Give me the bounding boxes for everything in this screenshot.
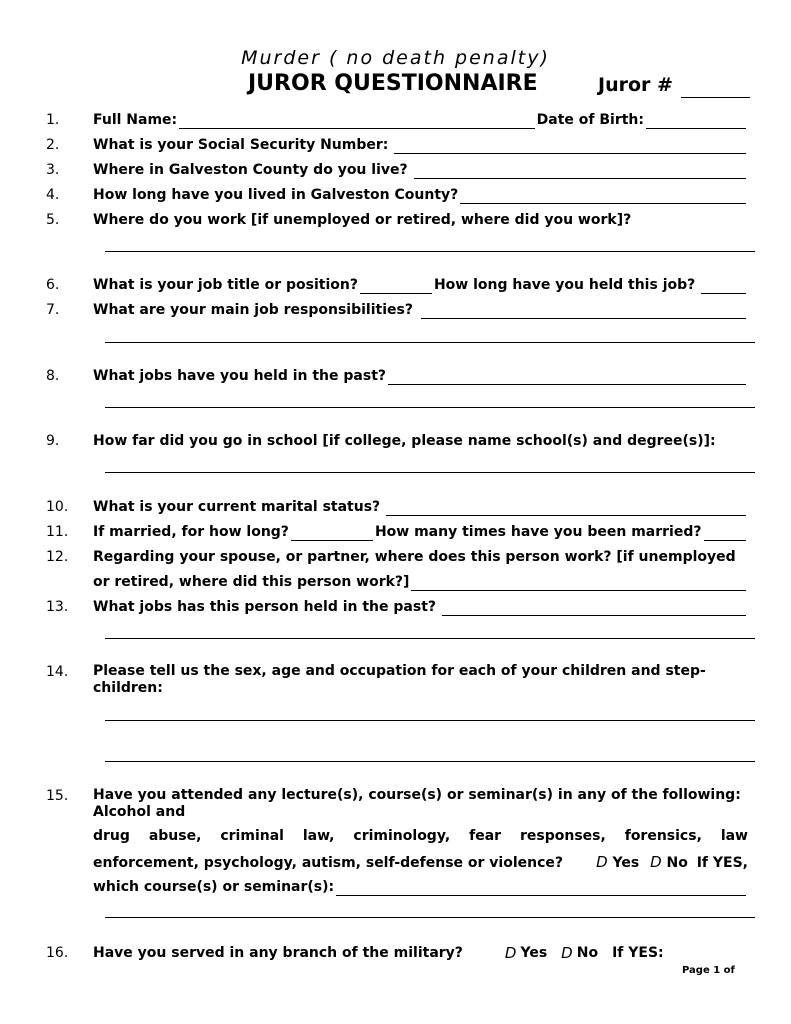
military-if-yes-label: If YES:: [612, 945, 664, 961]
form-subtitle: Murder ( no death penalty): [241, 47, 550, 69]
date-of-birth-label: Date of Birth:: [536, 112, 644, 128]
question-spouse-past-jobs: [93, 598, 748, 616]
question-education: [93, 432, 748, 450]
marriage-duration-blank[interactable]: [291, 525, 373, 541]
date-of-birth-blank[interactable]: [646, 113, 746, 129]
marriage-count-blank[interactable]: [704, 525, 747, 541]
question-number: 5.: [46, 212, 60, 228]
question-number: 7.: [46, 302, 60, 318]
answer-line[interactable]: [105, 917, 755, 918]
question-workplace: [93, 211, 748, 229]
job-duration-blank[interactable]: [701, 278, 746, 294]
spouse-work-label-cont: or retired, where did this person work?]: [93, 574, 410, 590]
marriage-duration-label: If married, for how long?: [93, 524, 289, 540]
full-name-label: Full Name:: [93, 112, 178, 128]
workplace-label: Where do you work [if unemployed or retired, where did you work]?: [93, 212, 632, 228]
question-job-title: [93, 276, 748, 294]
spouse-past-jobs-blank[interactable]: [442, 600, 746, 616]
answer-line[interactable]: [105, 472, 755, 473]
question-number: 16.: [46, 945, 69, 961]
question-residence-duration: [93, 186, 748, 204]
question-number: 14.: [46, 664, 69, 680]
question-number: 10.: [46, 499, 69, 515]
military-yes-checkbox[interactable]: D: [504, 944, 517, 962]
residence-duration-blank[interactable]: [460, 188, 746, 204]
question-spouse-work-cont: [93, 573, 748, 591]
residence-label: Where in Galveston County do you live?: [93, 162, 408, 178]
past-jobs-label: What jobs have you held in the past?: [93, 368, 387, 384]
residence-duration-label: How long have you lived in Galveston County?: [93, 187, 459, 203]
answer-line[interactable]: [105, 407, 755, 408]
question-military: [93, 944, 693, 962]
question-full-name: [93, 111, 748, 129]
answer-line[interactable]: [105, 638, 755, 639]
answer-line[interactable]: [105, 342, 755, 343]
question-residence: [93, 161, 748, 179]
question-number: 12.: [46, 549, 69, 565]
question-number: 8.: [46, 368, 60, 384]
training-which-blank[interactable]: [336, 880, 746, 896]
question-number: 13.: [46, 599, 69, 615]
spouse-past-jobs-label: What jobs has this person held in the past?: [93, 599, 437, 615]
job-title-label: What is your job title or position?: [93, 277, 358, 293]
military-no-label: No: [576, 945, 599, 961]
yes-checkbox[interactable]: D: [596, 853, 608, 871]
juror-number-blank[interactable]: [681, 79, 750, 98]
question-training-topics: drug abuse, criminal law, criminology, fear responses, forensics, law: [93, 828, 748, 844]
question-marriage-duration: [93, 523, 748, 541]
residence-blank[interactable]: [414, 163, 746, 179]
full-name-blank[interactable]: [179, 113, 534, 129]
spouse-work-blank[interactable]: [411, 575, 746, 591]
question-training-intro: Have you attended any lecture(s), course(s) or seminar(s) in any of the following: Alcohol and: [93, 787, 741, 820]
question-training-which: [93, 878, 748, 896]
past-jobs-blank[interactable]: [388, 369, 746, 385]
answer-line[interactable]: [105, 720, 755, 721]
job-duration-label: How long have you held this job?: [433, 277, 696, 293]
question-ssn: [93, 136, 748, 154]
spouse-work-label: Regarding your spouse, or partner, where does this person work? [if unemployed: [93, 549, 736, 565]
question-marital-status: [93, 498, 748, 516]
question-spouse-work: [93, 548, 748, 566]
question-number: 1.: [46, 112, 60, 128]
question-number: 4.: [46, 187, 60, 203]
answer-line[interactable]: [105, 251, 755, 252]
marital-status-blank[interactable]: [386, 500, 746, 516]
question-job-responsibilities: [93, 301, 748, 319]
military-no-checkbox[interactable]: D: [561, 944, 573, 962]
military-yes-label: Yes: [520, 945, 548, 961]
ssn-blank[interactable]: [394, 138, 746, 154]
no-checkbox[interactable]: D: [650, 853, 662, 871]
juror-number-field[interactable]: [598, 72, 750, 98]
question-number: 11.: [46, 524, 69, 540]
education-label: How far did you go in school [if college, please name school(s) and degree(s)]:: [93, 433, 716, 449]
form-title: JUROR QUESTIONNAIRE: [248, 71, 538, 96]
question-children: Please tell us the sex, age and occupation for each of your children and step-children:: [93, 663, 706, 696]
juror-number-label: Juror #: [598, 74, 673, 96]
training-topics-cont-label: enforcement, psychology, autism, self-defense or violence?: [93, 855, 564, 871]
answer-line[interactable]: [105, 761, 755, 762]
no-label: No: [666, 855, 688, 871]
question-past-jobs: [93, 367, 748, 385]
training-which-label: which course(s) or seminar(s):: [93, 879, 335, 895]
ssn-label: What is your Social Security Number:: [93, 137, 389, 153]
military-label: Have you served in any branch of the military?: [93, 945, 463, 961]
question-number: 6.: [46, 277, 60, 293]
if-yes-label: If YES,: [696, 855, 748, 871]
question-number: 2.: [46, 137, 60, 153]
job-responsibilities-blank[interactable]: [421, 303, 746, 319]
question-number: 9.: [46, 433, 60, 449]
marital-status-label: What is your current marital status?: [93, 499, 381, 515]
question-training-topics-cont: [93, 853, 748, 872]
question-number: 15.: [46, 788, 69, 804]
job-title-blank[interactable]: [360, 278, 432, 294]
question-number: 3.: [46, 162, 60, 178]
job-responsibilities-label: What are your main job responsibilities?: [93, 302, 413, 318]
yes-label: Yes: [612, 855, 640, 871]
marriage-count-label: How many times have you been married?: [374, 524, 702, 540]
page-number: Page 1 of: [682, 965, 735, 976]
